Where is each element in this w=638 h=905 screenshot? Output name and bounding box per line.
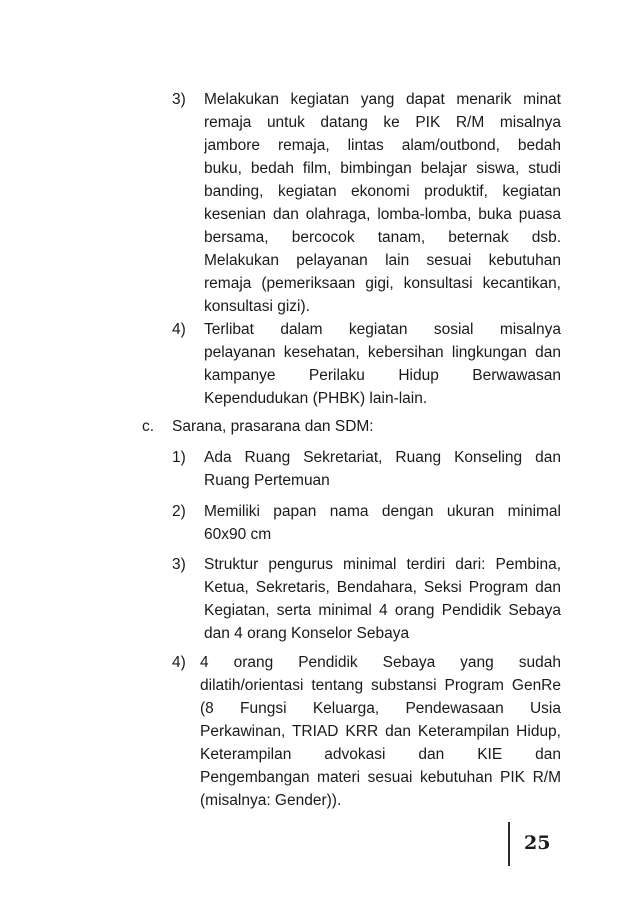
- text-line: Ketua, Sekretaris, Bendahara, Seksi Program dan: [204, 579, 561, 596]
- section-text: [172, 415, 562, 438]
- section-letter: c.: [142, 418, 155, 435]
- text-line: (8 Fungsi Keluarga, Pendewasaan Usia: [200, 700, 561, 717]
- text-line: Keterampilan advokasi dan KIE dan: [200, 746, 561, 763]
- text-line: Sarana, prasarana dan SDM:: [172, 418, 374, 435]
- item-number: 3): [172, 91, 186, 108]
- text-line: Melakukan pelayanan lain sesuai kebutuhan: [204, 252, 561, 269]
- item-number: 4): [172, 654, 186, 671]
- text-line: banding, kegiatan ekonomi produktif, kegiatan: [204, 183, 561, 200]
- item-text: [200, 651, 561, 812]
- page-number-divider: [508, 822, 510, 866]
- page-number: 25: [524, 832, 551, 854]
- text-line: 60x90 cm: [204, 526, 272, 543]
- item-text: [204, 500, 561, 546]
- text-line: pelayanan kesehatan, kebersihan lingkungan dan: [204, 344, 561, 361]
- text-line: konsultasi gizi).: [204, 298, 310, 315]
- text-line: buku, bedah film, bimbingan belajar siswa, studi: [204, 160, 561, 177]
- text-line: kampanye Perilaku Hidup Berwawasan: [204, 367, 561, 384]
- text-line: Memiliki papan nama dengan ukuran minimal: [204, 503, 561, 520]
- text-line: Perkawinan, TRIAD KRR dan Keterampilan Hidup,: [200, 723, 561, 740]
- text-line: Struktur pengurus minimal terdiri dari: Pembina,: [204, 556, 561, 573]
- text-line: dan 4 orang Konselor Sebaya: [204, 625, 410, 642]
- text-line: bersama, bercocok tanam, beternak dsb.: [204, 229, 561, 246]
- text-line: Kependudukan (PHBK) lain-lain.: [204, 390, 428, 407]
- text-line: dilatih/orientasi tentang substansi Program GenRe: [200, 677, 561, 694]
- text-line: Pengembangan materi sesuai kebutuhan PIK R/M: [200, 769, 561, 786]
- item-number: 3): [172, 556, 186, 573]
- item-number: 2): [172, 503, 186, 520]
- item-text: [204, 446, 561, 492]
- item-text: [204, 553, 561, 645]
- text-line: 4 orang Pendidik Sebaya yang sudah: [200, 654, 561, 671]
- text-line: Ada Ruang Sekretariat, Ruang Konseling dan: [204, 449, 561, 466]
- item-number: 1): [172, 449, 186, 466]
- text-line: Kegiatan, serta minimal 4 orang Pendidik Sebaya: [204, 602, 561, 619]
- text-line: Ruang Pertemuan: [204, 472, 330, 489]
- item-text: [204, 88, 561, 318]
- text-line: remaja (pemeriksaan gigi, konsultasi kecantikan,: [204, 275, 561, 292]
- text-line: Terlibat dalam kegiatan sosial misalnya: [204, 321, 561, 338]
- text-line: remaja untuk datang ke PIK R/M misalnya: [204, 114, 561, 131]
- text-line: jambore remaja, lintas alam/outbond, bedah: [204, 137, 561, 154]
- text-line: Melakukan kegiatan yang dapat menarik minat: [204, 91, 561, 108]
- item-text: [204, 318, 561, 410]
- item-number: 4): [172, 321, 186, 338]
- text-line: kesenian dan olahraga, lomba-lomba, buka puasa: [204, 206, 561, 223]
- text-line: (misalnya: Gender)).: [200, 792, 342, 809]
